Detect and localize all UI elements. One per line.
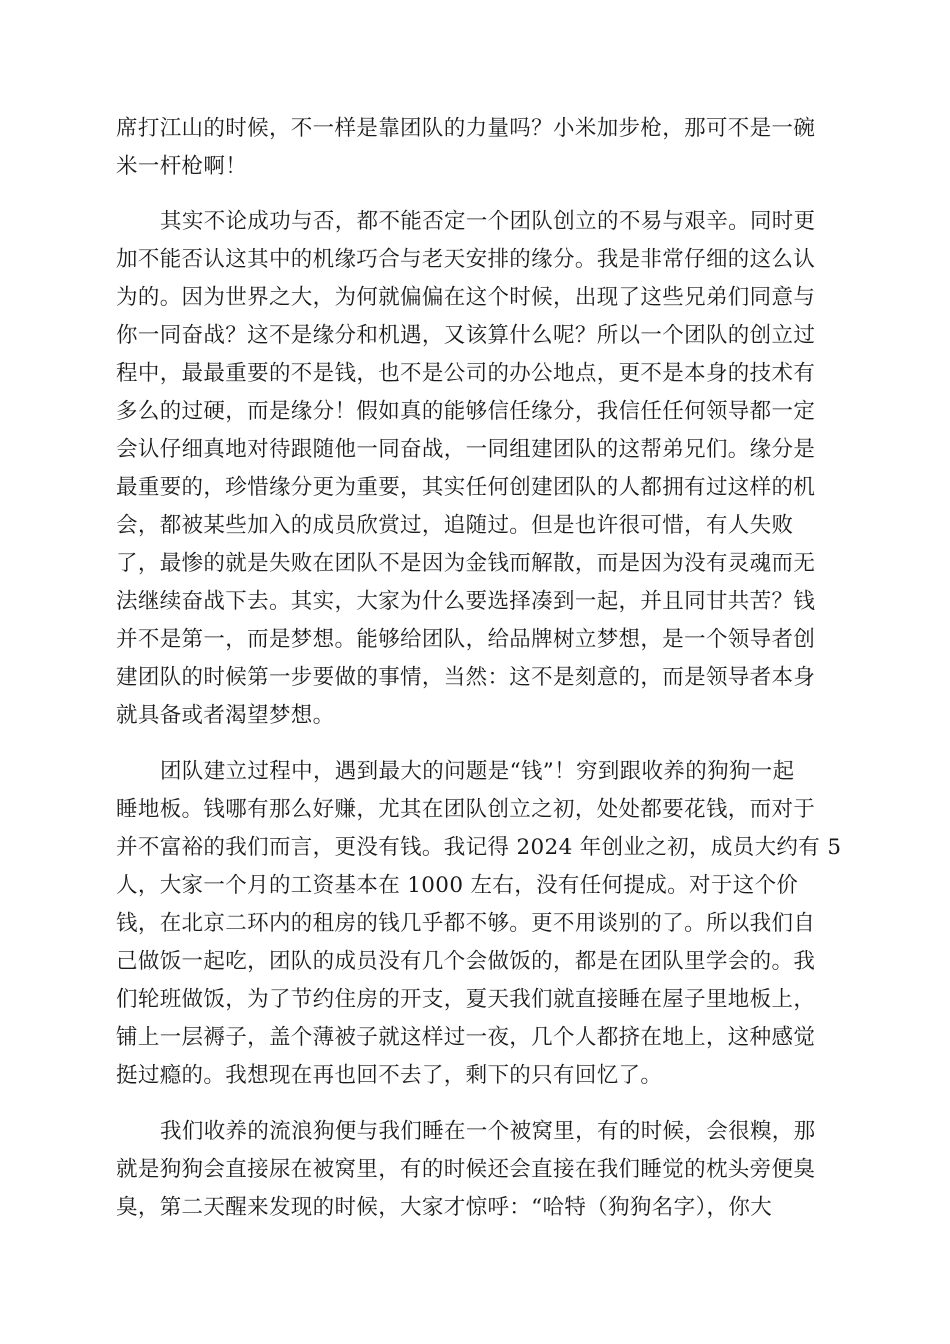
text-line: 臭，第二天醒来发现的时候，大家才惊呼：“哈特（狗狗名字），你大: [116, 1195, 773, 1220]
text-line: 挺过瘾的。我想现在再也回不去了，剩下的只有回忆了。: [116, 1063, 663, 1088]
text-line: 你一同奋战？这不是缘分和机遇，又该算什么呢？所以一个团队的创立过: [116, 323, 816, 348]
text-line: 铺上一层褥子，盖个薄被子就这样过一夜，几个人都挤在地上，这种感觉: [116, 1025, 816, 1050]
text-line: 法继续奋战下去。其实，大家为什么要选择凑到一起，并且同甘共苦？钱: [116, 589, 816, 614]
text-line: 们轮班做饭，为了节约住房的开支，夏天我们就直接睡在屋子里地板上，: [116, 987, 816, 1012]
paragraph-first-line: 其实不论成功与否，都不能否定一个团队创立的不易与艰辛。同时更: [160, 209, 816, 234]
text-line: 了，最惨的就是失败在团队不是因为金钱而解散，而是因为没有灵魂而无: [116, 551, 816, 576]
text-line: 并不是第一，而是梦想。能够给团队，给品牌树立梦想，是一个领导者创: [116, 627, 816, 652]
text-line: 会认仔细真地对待跟随他一同奋战，一同组建团队的这帮弟兄们。缘分是: [116, 437, 816, 462]
text-line: 为的。因为世界之大，为何就偏偏在这个时候，出现了这些兄弟们同意与: [116, 285, 816, 310]
text-line: 最重要的，珍惜缘分更为重要，其实任何创建团队的人都拥有过这样的机: [116, 475, 816, 500]
text-line: 多么的过硬，而是缘分！假如真的能够信任缘分，我信任任何领导都一定: [116, 399, 816, 424]
text-line: 人，大家一个月的工资基本在 1000 左右，没有任何提成。对于这个价: [116, 873, 799, 898]
text-line: 并不富裕的我们而言，更没有钱。我记得 2024 年创业之初，成员大约有 5: [116, 835, 842, 860]
text-line: 就具备或者渴望梦想。: [116, 703, 335, 728]
text-line: 建团队的时候第一步要做的事情，当然：这不是刻意的，而是领导者本身: [116, 665, 816, 690]
text-line: 会，都被某些加入的成员欣赏过，追随过。但是也许很可惜，有人失败: [116, 513, 794, 538]
paragraph-first-line: 团队建立过程中，遇到最大的问题是“钱”！穷到跟收养的狗狗一起: [160, 759, 795, 784]
paragraph-first-line: 我们收养的流浪狗便与我们睡在一个被窝里，有的时候，会很糗，那: [160, 1119, 816, 1144]
text-line: 米一杆枪啊！: [116, 154, 248, 179]
text-line: 加不能否认这其中的机缘巧合与老天安排的缘分。我是非常仔细的这么认: [116, 247, 816, 272]
text-line: 席打江山的时候，不一样是靠团队的力量吗？小米加步枪，那可不是一碗: [116, 116, 816, 141]
text-line: 睡地板。钱哪有那么好赚，尤其在团队创立之初，处处都要花钱，而对于: [116, 797, 816, 822]
text-line: 钱，在北京二环内的租房的钱几乎都不够。更不用谈别的了。所以我们自: [116, 911, 816, 936]
text-line: 程中，最最重要的不是钱，也不是公司的办公地点，更不是本身的技术有: [116, 361, 816, 386]
text-line: 己做饭一起吃，团队的成员没有几个会做饭的，都是在团队里学会的。我: [116, 949, 816, 974]
text-line: 就是狗狗会直接尿在被窝里，有的时候还会直接在我们睡觉的枕头旁便臭: [116, 1157, 816, 1182]
